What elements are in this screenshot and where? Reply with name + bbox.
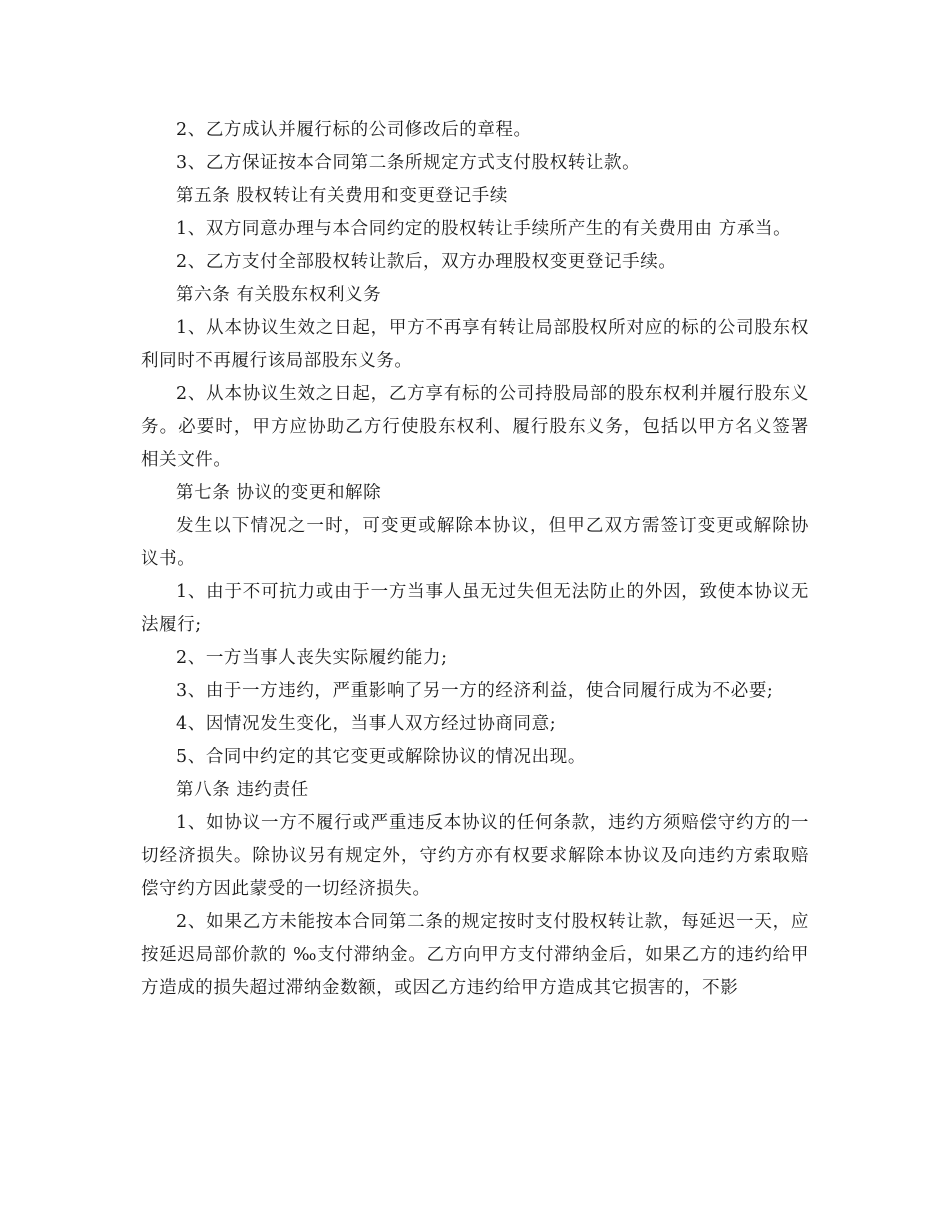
- clause-4-item-3: 3、乙方保证按本合同第二条所规定方式支付股权转让款。: [176, 153, 641, 173]
- clause-7-item-5: 5、合同中约定的其它变更或解除协议的情况出现。: [176, 747, 586, 767]
- clause-7-item-2: 2、一方当事人丧失实际履约能力;: [176, 648, 448, 668]
- clause-7-item-4: 4、因情况发生变化，当事人双方经过协商同意;: [176, 714, 557, 734]
- clause-8-item-1: 1、如协议一方不履行或严重违反本协议的任何条款，违约方须赔偿守约方的一切经济损失。除协议另有规定外，守约方亦有权要求解除本协议及向违约方索取赔偿守约方因此蒙受的一切经济损失。: [141, 813, 809, 899]
- clause-8-item-2: 2、如果乙方未能按本合同第二条的规定按时支付股权转让款，每延迟一天，应按延迟局部价款的 ‰支付滞纳金。乙方向甲方支付滞纳金后，如果乙方的违约给甲方造成的损失超过滞纳金数额，或因乙方违约给甲方造成其它损害的，不影: [141, 912, 809, 998]
- clause-7-item-3: 3、由于一方违约，严重影响了另一方的经济利益，使合同履行成为不必要;: [176, 681, 774, 701]
- clause-7-item-1: 1、由于不可抗力或由于一方当事人虽无过失但无法防止的外因，致使本协议无法履行;: [141, 582, 809, 635]
- clause-6-item-1: 1、从本协议生效之日起，甲方不再享有转让局部股权所对应的标的公司股东权利同时不再履行该局部股东义务。: [141, 318, 809, 371]
- document-body: [141, 114, 809, 1005]
- clause-8-heading: 第八条 违约责任: [176, 780, 309, 800]
- clause-5-item-2: 2、乙方支付全部股权转让款后，双方办理股权变更登记手续。: [176, 252, 677, 272]
- clause-4-item-2: 2、乙方成认并履行标的公司修改后的章程。: [176, 120, 532, 140]
- clause-7-heading: 第七条 协议的变更和解除: [176, 483, 382, 503]
- clause-5-item-1: 1、双方同意办理与本合同约定的股权转让手续所产生的有关费用由 方承当。: [176, 219, 792, 239]
- clause-7-intro: 发生以下情况之一时，可变更或解除本协议，但甲乙双方需签订变更或解除协议书。: [141, 516, 809, 569]
- clause-5-heading: 第五条 股权转让有关费用和变更登记手续: [176, 186, 508, 206]
- clause-6-heading: 第六条 有关股东权利义务: [176, 285, 382, 305]
- clause-6-item-2: 2、从本协议生效之日起，乙方享有标的公司持股局部的股东权利并履行股东义务。必要时，甲方应协助乙方行使股东权利、履行股东义务，包括以甲方名义签署相关文件。: [141, 384, 809, 470]
